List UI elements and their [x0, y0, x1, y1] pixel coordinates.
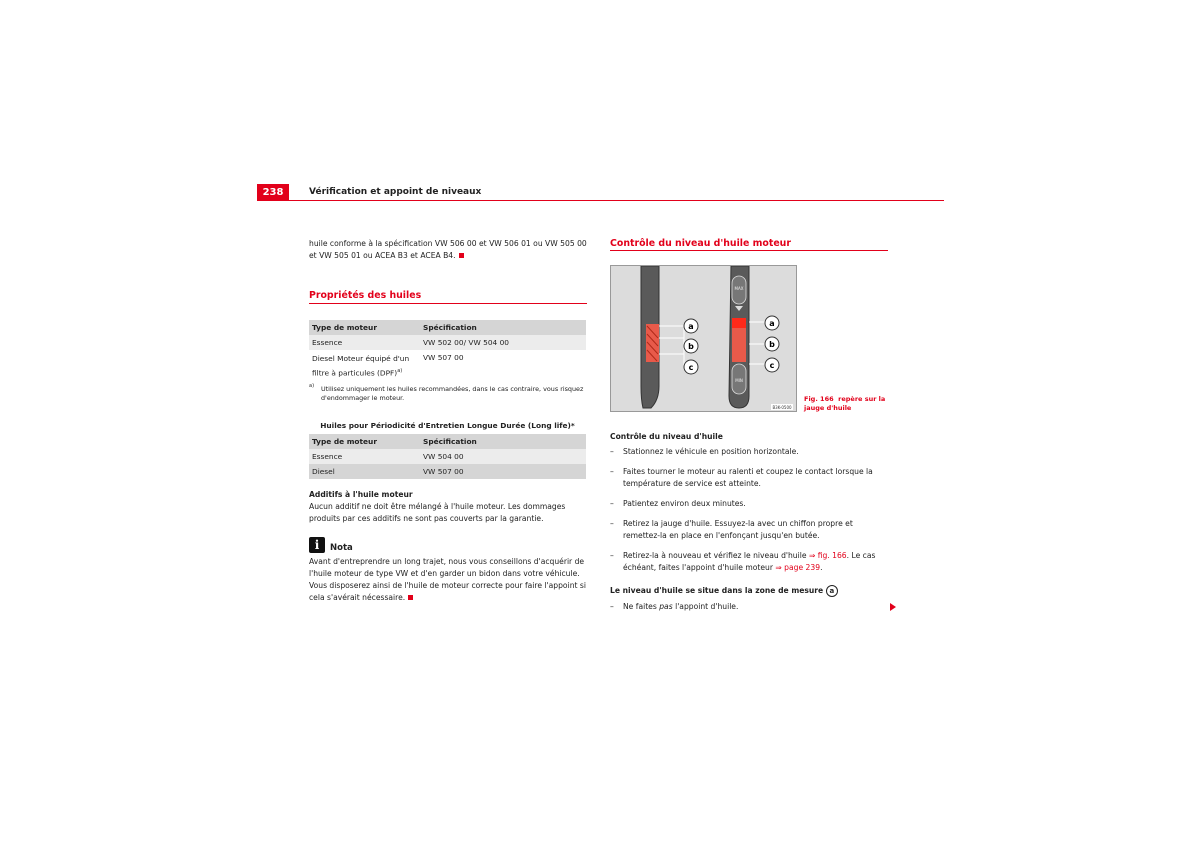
section-title-oil-properties: Propriétés des huiles [309, 290, 422, 301]
callout-label: a [769, 319, 775, 328]
column-header: Type de moteur [312, 437, 377, 446]
intro-paragraph [309, 238, 587, 262]
list-item [610, 601, 890, 613]
page-number: 238 [257, 184, 289, 201]
diesel-dpf-label: Diesel Moteur équipé d'un filtre à particules (DPF) [312, 354, 410, 378]
dipstick-figure [610, 265, 797, 412]
list-item: – Stationnez le véhicule en position horizontale. [610, 446, 890, 458]
note-text: Avant d'entreprendre un long trajet, nous vous conseillons d'acquérir de l'huile moteur de type VW et d'en garder un bidon dans votre véhicule. Vous disposerez ainsi de l'huile de moteur correcte pour faire l'appoint si cela s'avérait nécessaire. [309, 557, 586, 602]
section-rule [610, 250, 888, 251]
table-cell: VW 507 00 [423, 467, 464, 476]
section-rule [309, 303, 587, 304]
figure-number: Fig. 166 [804, 395, 834, 403]
zone-a-marker: a [826, 585, 838, 597]
step5-text: . [820, 563, 823, 572]
table-cell: VW 504 00 [423, 452, 464, 461]
end-square-icon [408, 595, 413, 600]
note-paragraph [309, 556, 587, 604]
table-cell [309, 350, 420, 382]
section-title-oil-level: Contrôle du niveau d'huile moteur [610, 238, 791, 249]
zone-a [732, 318, 746, 328]
column-header: Type de moteur [312, 323, 377, 332]
callout-label: c [769, 361, 775, 370]
list-item [610, 550, 890, 574]
callout-label: a [688, 322, 694, 331]
zone-heading [610, 585, 838, 597]
longlife-oil-table [309, 418, 586, 479]
table-cell: VW 502 00/ VW 504 00 [423, 338, 509, 347]
table-cell: Essence [312, 452, 343, 461]
step5-text: Retirez-la à nouveau et vérifiez le niveau d'huile [623, 551, 807, 560]
table-row [309, 350, 586, 382]
chapter-title: Vérification et appoint de niveaux [309, 187, 482, 197]
end-square-icon [459, 253, 464, 258]
note-title: Nota [330, 543, 353, 553]
table-row [309, 449, 586, 464]
last-step-text: l'appoint d'huile. [675, 602, 739, 611]
fig-166-link[interactable]: ⇒ fig. 166 [808, 551, 847, 560]
page-239-link[interactable]: ⇒ page 239 [775, 563, 821, 572]
info-icon: i [309, 537, 325, 553]
max-text: MAX [734, 286, 744, 291]
figure-caption-text: repère sur la jauge d'huile [804, 395, 886, 412]
step5-text: . Le cas échéant, faites l'appoint d'huile moteur [623, 551, 876, 572]
steps-list [610, 446, 890, 582]
callout-label: b [688, 342, 694, 351]
table-header-row [309, 320, 586, 335]
table-row [309, 335, 586, 350]
table-header-row [309, 434, 586, 449]
last-step-emphasis: pas [659, 602, 673, 611]
additives-text: Aucun additif ne doit être mélangé à l'huile moteur. Les dommages produits par ces additifs ne sont pas couverts par la garantie. [309, 502, 566, 523]
footnote-marker: a) [309, 383, 315, 389]
last-step-text: Ne faites [623, 602, 657, 611]
last-step [610, 601, 890, 621]
table-cell: VW 507 00 [423, 353, 464, 362]
list-item: – Retirez la jauge d'huile. Essuyez-la avec un chiffon propre et remettez-la en place en l'enfonçant jusqu'en butée. [610, 518, 890, 542]
continue-arrow-icon[interactable] [890, 603, 896, 611]
list-item: – Faites tourner le moteur au ralenti et coupez le contact lorsque la température de service est atteinte. [610, 466, 890, 490]
oil-spec-table [309, 320, 586, 382]
zone-heading-text: Le niveau d'huile se situe dans la zone de mesure [610, 586, 824, 595]
header-rule [289, 200, 944, 201]
dipstick-illustration [611, 266, 796, 411]
table-cell: Diesel [312, 467, 335, 476]
min-text: MIN [735, 378, 743, 383]
column-header: Spécification [423, 437, 477, 446]
list-item: – Patientez environ deux minutes. [610, 498, 890, 510]
callout-label: c [688, 363, 694, 372]
footnote-ref: a) [397, 368, 403, 374]
callout-label: b [769, 340, 775, 349]
footnote-text: Utilisez uniquement les huiles recommandées, dans le cas contraire, vous risquez d'endommager le moteur. [321, 385, 584, 402]
table-caption: Huiles pour Périodicité d'Entretien Longue Durée (Long life)* [320, 421, 575, 430]
check-heading: Contrôle du niveau d'huile [610, 432, 723, 441]
additives-heading: Additifs à l'huile moteur [309, 490, 413, 499]
table-row [309, 464, 586, 479]
column-header: Spécification [423, 323, 477, 332]
intro-text: huile conforme à la spécification VW 506 00 et VW 506 01 ou VW 505 00 et VW 505 01 ou ACEA B3 et ACEA B4. [309, 239, 587, 260]
figure-code: B3K-0500 [772, 405, 792, 410]
table-cell: Essence [312, 338, 343, 347]
figure-caption [804, 395, 894, 413]
